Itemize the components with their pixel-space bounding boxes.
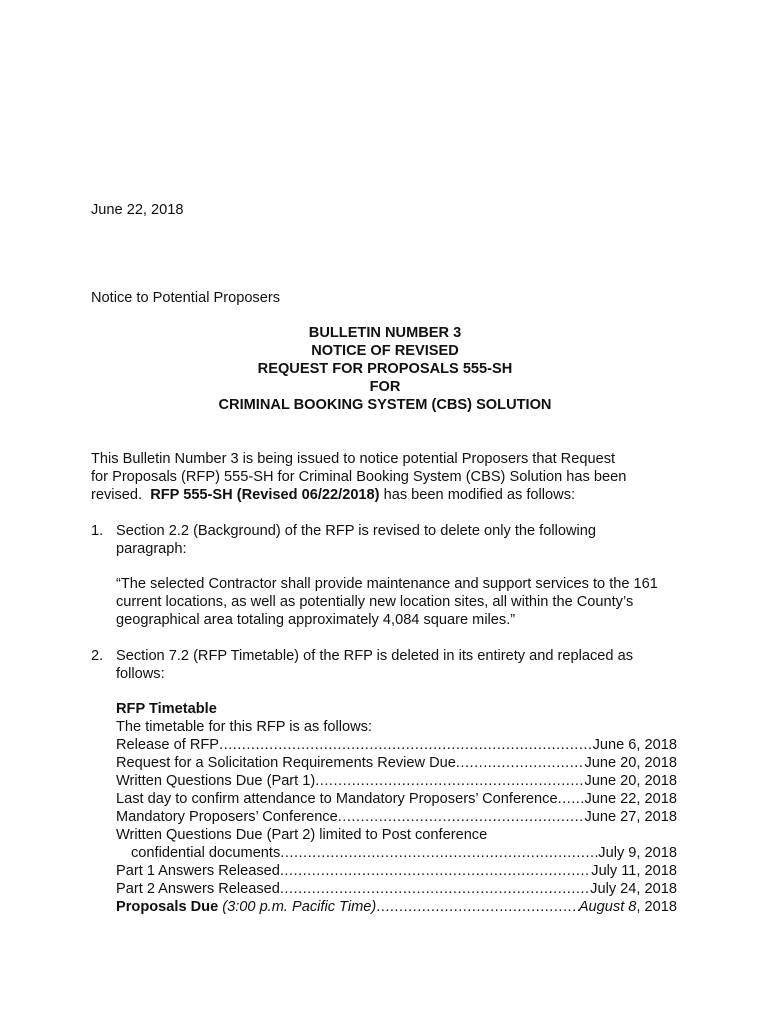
quote-line: “The selected Contractor shall provide maintenance and support services to the 161: [116, 576, 658, 592]
timetable-row-date: June 27, 2018: [584, 809, 677, 825]
timetable-row-proposals-due: [116, 898, 677, 916]
intro-text: has been modified as follows:: [383, 487, 576, 503]
timetable-row-date: July 11, 2018: [591, 863, 677, 879]
proposals-due-year: , 2018: [636, 899, 677, 915]
timetable-row-label: confidential documents: [131, 845, 281, 861]
timetable-row: [116, 736, 677, 754]
intro-line: for Proposals (RFP) 555-SH for Criminal Booking System (CBS) Solution has been: [91, 469, 627, 485]
bulletin-heading-line: NOTICE OF REVISED: [311, 343, 459, 359]
leader-dots: [338, 808, 585, 826]
intro-line: This Bulletin Number 3 is being issued to notice potential Proposers that Request: [91, 451, 616, 467]
timetable-row-label: Written Questions Due (Part 1): [116, 773, 316, 789]
intro-line: [91, 486, 691, 504]
timetable-row-date: June 20, 2018: [584, 755, 677, 771]
timetable-row-date: June 22, 2018: [584, 791, 677, 807]
timetable-row-date: July 9, 2018: [598, 845, 677, 861]
timetable-row: [116, 808, 677, 826]
leader-dots: [558, 790, 585, 808]
timetable-row-date: June 20, 2018: [584, 773, 677, 789]
intro-paragraph: [91, 450, 691, 504]
proposals-due-date: August 8: [578, 899, 637, 915]
leader-dots: [456, 754, 585, 772]
timetable-row: [116, 772, 677, 790]
list-item-line: paragraph:: [116, 541, 187, 557]
leader-dots: [219, 736, 593, 754]
timetable-row: [116, 844, 677, 862]
leader-dots: [280, 880, 590, 898]
leader-dots: [315, 772, 584, 790]
quote-line: current locations, as well as potentially new location sites, all within the County’s: [116, 594, 634, 610]
timetable-row-label: Last day to confirm attendance to Mandatory Proposers’ Conference: [116, 791, 558, 807]
timetable-row-label: Written Questions Due (Part 2) limited to Post conference: [116, 827, 488, 843]
leader-dots: [376, 898, 579, 916]
timetable-row-date: July 24, 2018: [590, 881, 677, 897]
timetable-row-date: [579, 898, 677, 916]
timetable-row-label: Part 1 Answers Released: [116, 863, 280, 879]
list-item-number: 2.: [91, 648, 104, 664]
list-item-number: 1.: [91, 523, 104, 539]
bulletin-heading-line: CRIMINAL BOOKING SYSTEM (CBS) SOLUTION: [218, 397, 552, 413]
quote-line: geographical area totaling approximately 4,084 square miles.”: [116, 612, 516, 628]
deleted-paragraph-quote: [116, 575, 658, 629]
timetable-row: [116, 790, 677, 808]
list-item-line: Section 7.2 (RFP Timetable) of the RFP is deleted in its entirety and replaced as: [116, 648, 633, 664]
bulletin-heading: [91, 324, 679, 414]
timetable-row-label: Release of RFP: [116, 737, 220, 753]
rfp-timetable: [116, 700, 677, 916]
timetable-title: RFP Timetable: [116, 701, 217, 717]
list-item-line: follows:: [116, 666, 165, 682]
rfp-revised-label: RFP 555-SH (Revised 06/22/2018): [150, 487, 380, 503]
timetable-row: [116, 862, 677, 880]
timetable-row: [116, 754, 677, 772]
timetable-row: [116, 880, 677, 898]
salutation: Notice to Potential Proposers: [91, 290, 281, 306]
bulletin-heading-line: REQUEST FOR PROPOSALS 555-SH: [257, 361, 513, 377]
list-item-body: [116, 522, 596, 558]
intro-text: revised.: [91, 487, 143, 503]
timetable-row-label: Part 2 Answers Released: [116, 881, 280, 897]
leader-dots: [280, 844, 598, 862]
bulletin-heading-line: FOR: [369, 379, 401, 395]
proposals-due-label: Proposals Due: [116, 899, 219, 915]
list-item-body: [116, 647, 633, 683]
timetable-row-label: [116, 898, 376, 916]
timetable-row-label: Request for a Solicitation Requirements Review Due: [116, 755, 456, 771]
proposals-due-time: (3:00 p.m. Pacific Time): [222, 899, 377, 915]
list-item-line: Section 2.2 (Background) of the RFP is revised to delete only the following: [116, 523, 596, 539]
timetable-intro: The timetable for this RFP is as follows:: [116, 719, 373, 735]
leader-dots: [280, 862, 591, 880]
bulletin-heading-line: BULLETIN NUMBER 3: [308, 325, 462, 341]
timetable-row-date: June 6, 2018: [592, 737, 677, 753]
letter-date: June 22, 2018: [91, 202, 184, 218]
timetable-row-label: Mandatory Proposers’ Conference: [116, 809, 338, 825]
